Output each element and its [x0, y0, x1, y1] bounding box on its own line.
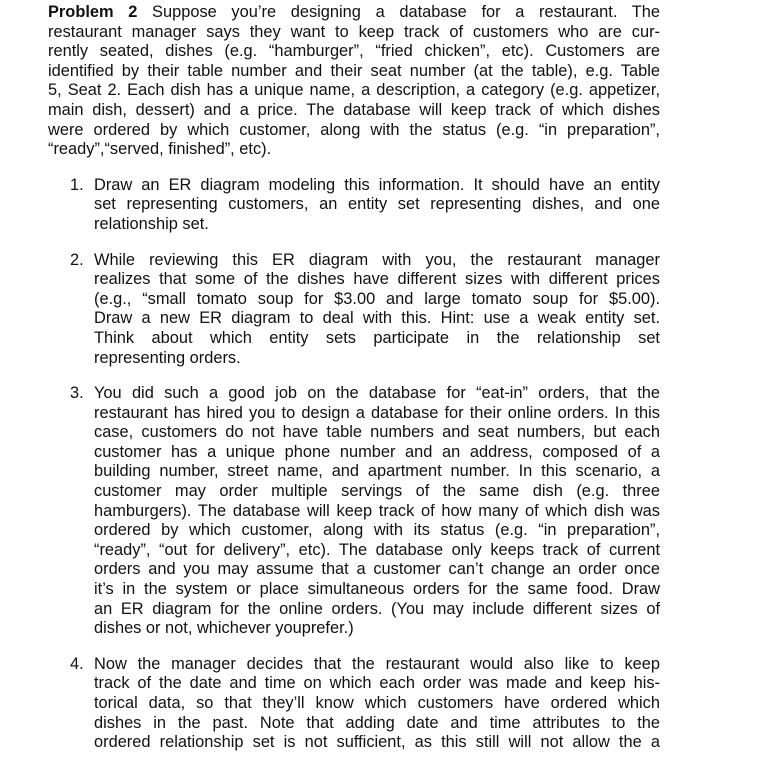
problem-intro-line: restaurant manager says they want to keep track of customers who are cur- [48, 22, 660, 41]
question-line: an ER diagram for the online orders. (You may include different sizes of [94, 599, 660, 618]
question-line: it’s in the system or place simultaneous orders for the same food. Draw [94, 580, 660, 599]
question-number: 4. [70, 654, 84, 673]
problem-intro-line: “ready”,“served, finished”, etc). [48, 140, 272, 159]
question-line: restaurant has hired you to design a database for their online orders. In this [94, 403, 660, 422]
question-line: track of the date and time on which each order was made and keep his- [94, 674, 660, 693]
question-line: Draw a new ER diagram to deal with this. Hint: use a weak entity set. [94, 309, 660, 328]
question-number: 2. [70, 250, 84, 269]
question-line: You did such a good job on the database for “eat-in” orders, that the [94, 384, 660, 403]
question-line: ordered by which customer, along with its status (e.g. “in preparation”, [94, 521, 660, 540]
question-line: case, customers do not have table numbers and seat numbers, but each [94, 423, 660, 442]
question-line: customer may order multiple servings of the same dish (e.g. three [94, 482, 660, 501]
question-line: realizes that some of the dishes have different sizes with different prices [94, 270, 660, 289]
question-item [48, 251, 660, 369]
problem-intro-line: main dish, dessert) and a price. The database will keep track of which dishes [48, 100, 660, 119]
problem-intro-line: identified by their table number and their seat number (at the table), e.g. Table [48, 61, 660, 80]
problem-statement [48, 3, 660, 160]
question-line: dishes or not, whichever youprefer.) [94, 619, 354, 638]
question-line: While reviewing this ER diagram with you, the restaurant manager [94, 250, 660, 269]
question-list [48, 176, 660, 753]
problem-intro-line: rently seated, dishes (e.g. “hamburger”, “fried chicken”, etc). Customers are [48, 42, 660, 61]
question-item [48, 176, 660, 235]
problem-title: Problem 2 [48, 3, 138, 21]
question-line: Draw an ER diagram modeling this information. It should have an entity [94, 175, 660, 194]
question-line: Now the manager decides that the restaurant would also like to keep [94, 654, 660, 673]
problem-document [48, 3, 660, 769]
question-line: customer has a unique phone number and an address, composed of a [94, 442, 660, 461]
question-line: hamburgers). The database will keep track of how many of which dish was [94, 501, 660, 520]
question-line: orders and you may assume that a customer can’t change an order once [94, 560, 660, 579]
problem-intro-line: 5, Seat 2. Each dish has a unique name, a description, a category (e.g. appetizer, [48, 81, 660, 100]
question-item [48, 655, 660, 753]
question-line: Think about which entity sets participate in the relationship set [94, 328, 660, 347]
question-line: building number, street name, and apartment number. In this scenario, a [94, 462, 660, 481]
question-line: “ready”, “out for delivery”, etc). The database only keeps track of current [94, 540, 660, 559]
question-line: set representing customers, an entity set representing dishes, and one [94, 195, 660, 214]
question-line: representing orders. [94, 348, 241, 367]
question-line: (e.g., “small tomato soup for $3.00 and large tomato soup for $5.00). [94, 289, 660, 308]
question-number: 1. [70, 175, 84, 194]
question-line: relationship set. [94, 214, 209, 233]
question-number: 3. [70, 384, 84, 403]
problem-intro-line: Problem 2 Suppose you’re designing a database for a restaurant. The [48, 3, 660, 21]
question-line: ordered relationship set is not sufficient, as this still will not allow the a [94, 733, 660, 752]
question-line: torical data, so that they’ll know which customers have ordered which [94, 694, 660, 712]
problem-intro-line: were ordered by which customer, along with the status (e.g. “in preparation”, [48, 120, 660, 139]
question-line: dishes in the past. Note that adding date and time attributes to the [94, 713, 660, 732]
question-item [48, 384, 660, 639]
